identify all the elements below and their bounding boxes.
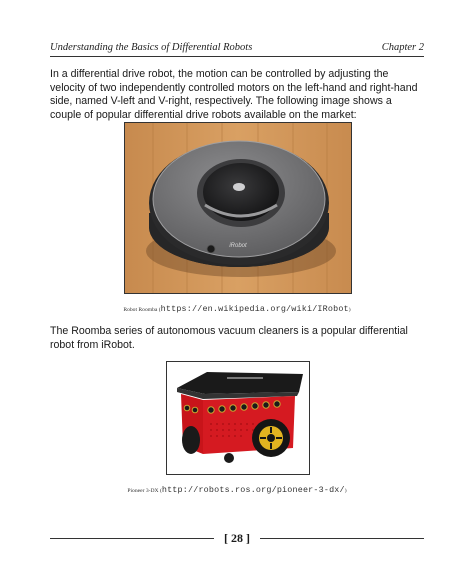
footer-rule-left [50, 538, 214, 539]
page-footer [50, 530, 424, 546]
caption-roomba-name: Robot Roomba ( [123, 307, 161, 313]
running-header [50, 40, 424, 54]
caption-pioneer-url: http://robots.ros.org/pioneer-3-dx/ [161, 485, 345, 495]
pioneer-image [166, 361, 310, 475]
footer-rule-right [260, 538, 424, 539]
caption-roomba-close: ) [348, 307, 351, 313]
irobot-logo-text: iRobot [229, 243, 247, 249]
figure-caption-roomba [0, 303, 474, 314]
header-title: Understanding the Basics of Differential Robots [50, 41, 253, 53]
header-chapter: Chapter 2 [381, 41, 424, 53]
intro-paragraph: In a differential drive robot, the motion can be controlled by adjusting the velocity of two independently controlled motors on the left-hand and right-hand side, named V-left and V-right, respectively. The following image shows a couple of popular differential drive robots available on the market: [50, 68, 418, 121]
roomba-paragraph: The Roomba series of autonomous vacuum cleaners is a popular differential robot from iRobot. [50, 325, 408, 351]
figure-caption-pioneer [0, 484, 474, 495]
header-rule [50, 56, 424, 57]
roomba-image [124, 122, 352, 294]
caption-pioneer-name: Pioneer 3-DX ( [127, 488, 162, 494]
caption-roomba-url: https://en.wikipedia.org/wiki/IRobot [160, 304, 349, 314]
page-number: [ 28 ] [224, 530, 250, 545]
caption-pioneer-close: ) [344, 488, 347, 494]
